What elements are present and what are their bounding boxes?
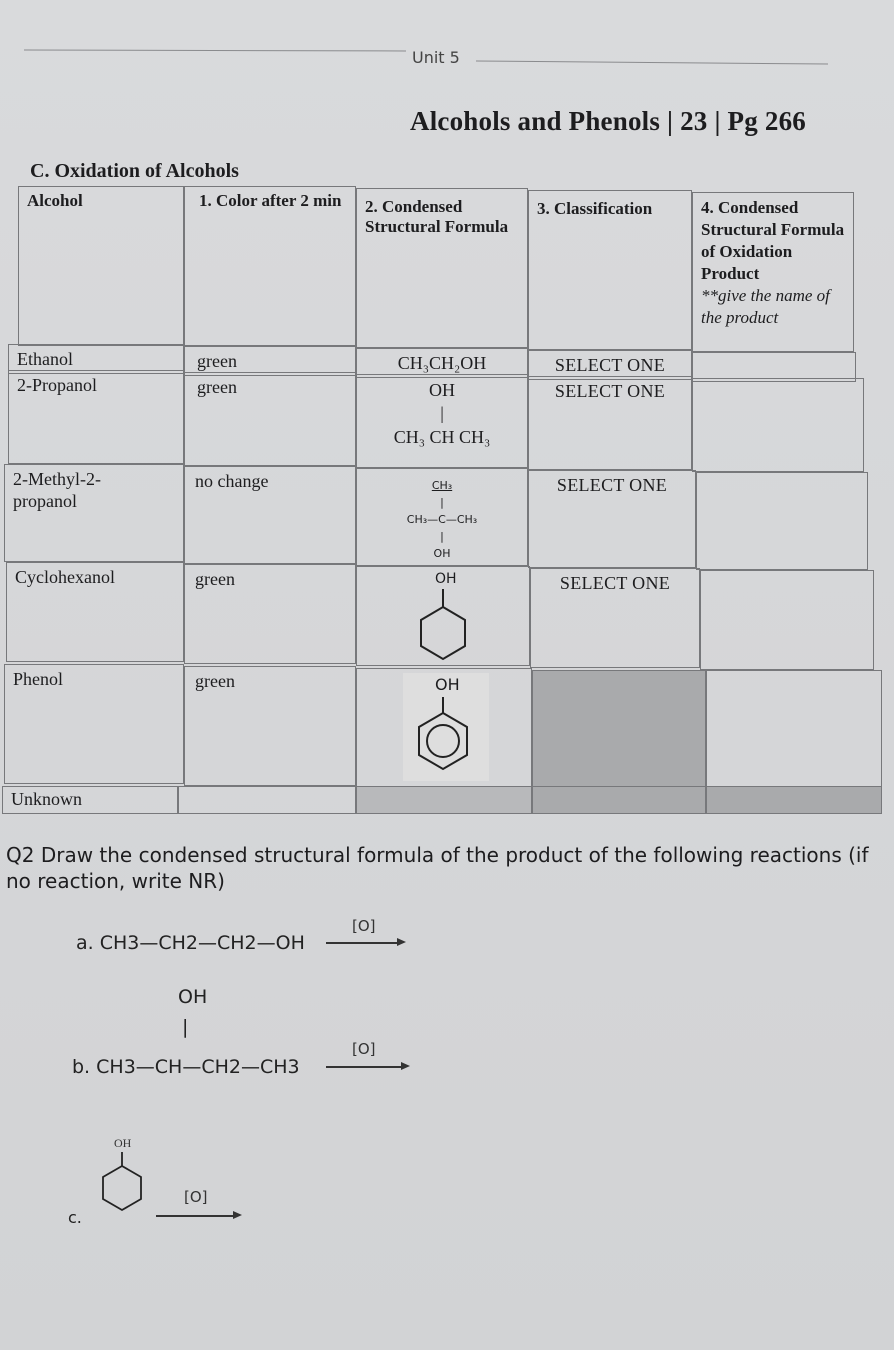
question-2-prompt: Q2 Draw the condensed structural formula of the product of the following reactions (if no reaction, write NR) — [6, 843, 869, 893]
classification-dropdown[interactable]: SELECT ONE — [559, 573, 671, 593]
formula-ch3-top: CH₃ — [431, 479, 453, 492]
header-alcohol-text: Alcohol — [27, 191, 83, 210]
row-unknown-formula-disabled — [356, 786, 532, 814]
structure-oh-label: OH — [435, 571, 457, 587]
reaction-c-arrow — [156, 1215, 234, 1217]
header-classification-text: 3. Classification — [537, 199, 653, 218]
row-ethanol-formula-text: CH₃CH₂OH — [397, 353, 487, 373]
row-cyclohexanol-color — [184, 564, 356, 664]
row-2-propanol-formula — [356, 374, 528, 468]
classification-dropdown[interactable]: SELECT ONE — [554, 355, 666, 375]
header-rule-left — [24, 49, 406, 51]
reaction-c-label: c. — [68, 1208, 82, 1227]
cyclohexanol-structure — [357, 567, 531, 667]
row-2-propanol-name: 2-Propanol — [17, 375, 97, 395]
row-2-propanol-classification[interactable] — [528, 376, 692, 470]
row-2-methyl-2-propanol-name: 2-Methyl-2-propanol — [13, 469, 101, 511]
formula-bond: | — [440, 403, 444, 424]
header-formula-text: 2. Condensed Structural Formula — [365, 197, 509, 237]
unit-label: Unit 5 — [412, 48, 460, 67]
row-unknown-color[interactable] — [178, 786, 356, 814]
row-2-methyl-2-propanol-alcohol — [4, 464, 184, 562]
formula-bond-top: | — [440, 496, 444, 510]
row-2-propanol-product[interactable] — [692, 378, 864, 472]
row-2-methyl-2-propanol-color — [184, 466, 356, 564]
row-unknown-name: Unknown — [11, 789, 82, 809]
header-product-note: **give the name of the product — [701, 286, 830, 328]
reaction-a-reagent: [O] — [352, 917, 376, 935]
row-cyclohexanol-name: Cyclohexanol — [15, 567, 115, 587]
reaction-a: a. CH3—CH2—CH2—OH — [76, 932, 305, 954]
row-cyclohexanol-formula — [356, 566, 530, 666]
reaction-b-reagent: [O] — [352, 1040, 376, 1058]
row-phenol-alcohol — [4, 664, 184, 784]
row-cyclohexanol-classification[interactable] — [530, 568, 700, 668]
row-cyclohexanol-color-value: green — [195, 569, 235, 589]
header-formula — [356, 188, 528, 348]
formula-chain: CH₃—C—CH₃ — [406, 513, 478, 527]
reaction-b-arrowhead — [401, 1062, 410, 1070]
reaction-a-arrow — [326, 942, 398, 944]
row-2-methyl-2-propanol-product[interactable] — [696, 472, 868, 570]
row-ethanol-name: Ethanol — [17, 349, 73, 369]
row-unknown-alcohol — [2, 786, 178, 814]
header-rule-right — [476, 60, 828, 64]
row-2-propanol-color-value: green — [197, 377, 237, 397]
reaction-b: b. CH3—CH—CH2—CH3 — [72, 1056, 300, 1078]
formula-oh: OH — [433, 547, 451, 561]
row-unknown-classification-disabled — [532, 786, 706, 814]
row-phenol-product[interactable] — [706, 670, 882, 788]
row-phenol-classification-disabled — [532, 670, 706, 790]
row-unknown-product-disabled — [706, 786, 882, 814]
reaction-c-reagent: [O] — [184, 1188, 208, 1206]
row-phenol-color — [184, 666, 356, 786]
section-title: C. Oxidation of Alcohols — [30, 160, 239, 182]
reaction-c-arrowhead — [233, 1211, 242, 1219]
row-2-propanol-alcohol — [8, 370, 184, 464]
row-2-methyl-2-propanol-formula — [356, 468, 528, 566]
structure-oh-label: OH — [435, 675, 460, 694]
formula-chain: CH₃ CH CH₃ — [393, 426, 491, 447]
row-2-methyl-2-propanol-classification[interactable] — [528, 470, 696, 568]
formula-bond-bottom: | — [440, 530, 444, 544]
reaction-b-oh: OH — [178, 986, 208, 1008]
header-classification — [528, 190, 692, 350]
row-phenol-color-value: green — [195, 671, 235, 691]
header-color-text: 1. Color after 2 min — [199, 191, 342, 210]
row-phenol-formula — [356, 668, 532, 788]
header-alcohol — [18, 186, 184, 346]
header-color — [184, 186, 356, 346]
formula-oh: OH — [429, 380, 455, 400]
row-2-methyl-2-propanol-color-value: no change — [195, 471, 269, 491]
phenol-structure — [357, 669, 533, 789]
row-cyclohexanol-alcohol — [6, 562, 184, 662]
reaction-a-arrowhead — [397, 938, 406, 946]
classification-dropdown[interactable]: SELECT ONE — [554, 381, 666, 401]
reaction-b-bond: | — [182, 1016, 189, 1038]
reaction-c-oh: OH — [114, 1136, 132, 1150]
header-product — [692, 192, 854, 352]
row-cyclohexanol-product[interactable] — [700, 570, 874, 670]
reaction-c-cyclohexanol-structure — [92, 1140, 152, 1220]
page-title: Alcohols and Phenols | 23 | Pg 266 — [410, 106, 806, 136]
header-product-text: 4. Condensed Structural Formula of Oxidation Product — [701, 198, 845, 284]
row-2-propanol-color — [184, 372, 356, 466]
oxidation-table — [4, 186, 882, 814]
row-phenol-name: Phenol — [13, 669, 64, 689]
reaction-b-arrow — [326, 1066, 402, 1068]
row-ethanol-color-value: green — [197, 351, 237, 371]
classification-dropdown[interactable]: SELECT ONE — [556, 475, 668, 495]
